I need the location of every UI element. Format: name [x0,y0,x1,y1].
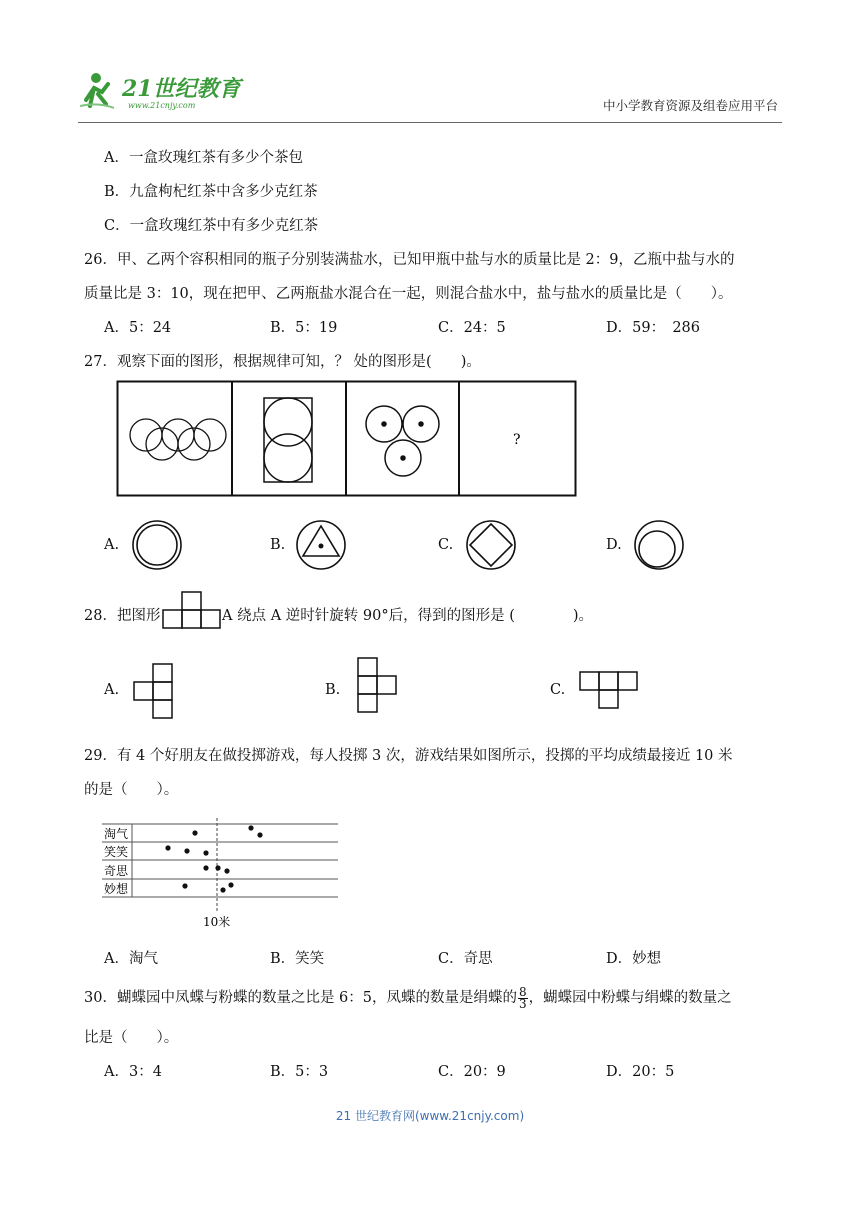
q26-stem-line2: 质量比是 3：10，现在把甲、乙两瓶盐水混合在一起，则混合盐水中，盐与盐水的质量比是（ ）。 [84,286,733,302]
runner-logo-icon [78,70,258,112]
q28-option-a-label: A. [104,682,120,698]
q28-stem-after: A 绕点 A 逆时针旋转 90°后，得到的图形是 ( )。 [222,608,594,624]
question-mark: ? [513,432,521,448]
q30-stem-after: ，蝴蝶园中粉蝶与绢蝶的数量之 [528,990,732,1006]
q26-option-d: D．59： 286 [606,320,701,336]
q27-option-d-label: D. [606,537,622,553]
q27-option-b-figure [294,518,348,572]
q30-stem-line2: 比是（ ）。 [84,1030,179,1046]
q27-option-c-label: C. [438,537,454,553]
q29-option-b: B．笑笑 [270,951,325,967]
q28-option-c-figure [578,670,640,710]
rect-two-circles-shape [264,398,312,482]
throw-dots [165,825,262,892]
q27-stem: 27．观察下面的图形，根据规律可知，？ 处的图形是( )。 [84,354,481,370]
q29-option-a: A．淘气 [104,951,158,967]
row-label-qisi: 奇思 [104,864,129,878]
logo-url: www.21cnjy.com [128,101,196,110]
q30-stem-before: 30．蝴蝶园中凤蝶与粉蝶的数量之比是 6：5，凤蝶的数量是绢蝶的 [84,990,518,1006]
row-label-taoqi: 淘气 [104,827,129,841]
row-label-miaoxiang: 妙想 [104,882,129,896]
q30-option-a: A．3：4 [104,1064,162,1080]
q25-option-a: A．一盒玫瑰红茶有多少个茶包 [104,150,303,166]
site-logo [78,70,258,112]
q28-option-c-label: C. [550,682,566,698]
q27-pattern-figure [116,380,578,498]
q29-option-d: D．妙想 [606,951,662,967]
q25-option-b: B．九盒枸杞红茶中含多少克红茶 [104,184,318,200]
ten-meter-label: 10米 [203,915,231,929]
q30-option-d: D．20：5 [606,1064,675,1080]
logo-text: 21世纪教育 [122,76,241,102]
q26-option-c: C．24：5 [438,320,506,336]
q26-stem-line1: 26．甲、乙两个容积相同的瓶子分别装满盐水，已知甲瓶中盐与水的质量比是 2：9，乙瓶中盐与水的 [84,252,735,268]
q27-option-d-figure [632,518,686,572]
platform-name: 中小学教育资源及组卷应用平台 [602,98,778,113]
fraction-denominator: 3 [519,996,527,1011]
row-label-xiaoxiao: 笑笑 [104,845,129,859]
fraction-numerator: 8 [519,984,527,999]
olympic-rings-shape [130,419,226,460]
header-divider [78,122,782,123]
q27-option-a-label: A. [104,537,120,553]
q28-option-b-label: B. [325,682,341,698]
q28-option-a-figure [132,662,176,720]
q29-stem-line2: 的是（ ）。 [84,782,179,798]
q27-option-b-label: B. [270,537,286,553]
q28-source-shape [162,590,224,630]
q27-option-a-figure [130,518,184,572]
q29-stem-line1: 29．有 4 个好朋友在做投掷游戏，每人投掷 3 次，游戏结果如图所示，投掷的平均成绩最接近 10 米 [84,748,733,764]
q28-option-b-figure [356,656,400,714]
q26-option-a: A．5：24 [104,320,172,336]
q25-option-c: C．一盒玫瑰红茶中有多少克红茶 [104,218,319,234]
q27-option-c-figure [464,518,518,572]
q29-throw-chart [100,816,340,932]
q29-option-c: C．奇思 [438,951,493,967]
q26-option-b: B．5：19 [270,320,338,336]
fraction-eight-thirds [518,984,528,1011]
three-dotted-circles-shape [366,406,439,476]
q30-option-b: B．5：3 [270,1064,329,1080]
q28-stem-before: 28．把图形 [84,608,161,624]
q30-stem-line1 [84,986,732,1010]
q30-option-c: C．20：9 [438,1064,506,1080]
footer-link[interactable]: 21 世纪教育网(www.21cnjy.com) [335,1109,525,1123]
